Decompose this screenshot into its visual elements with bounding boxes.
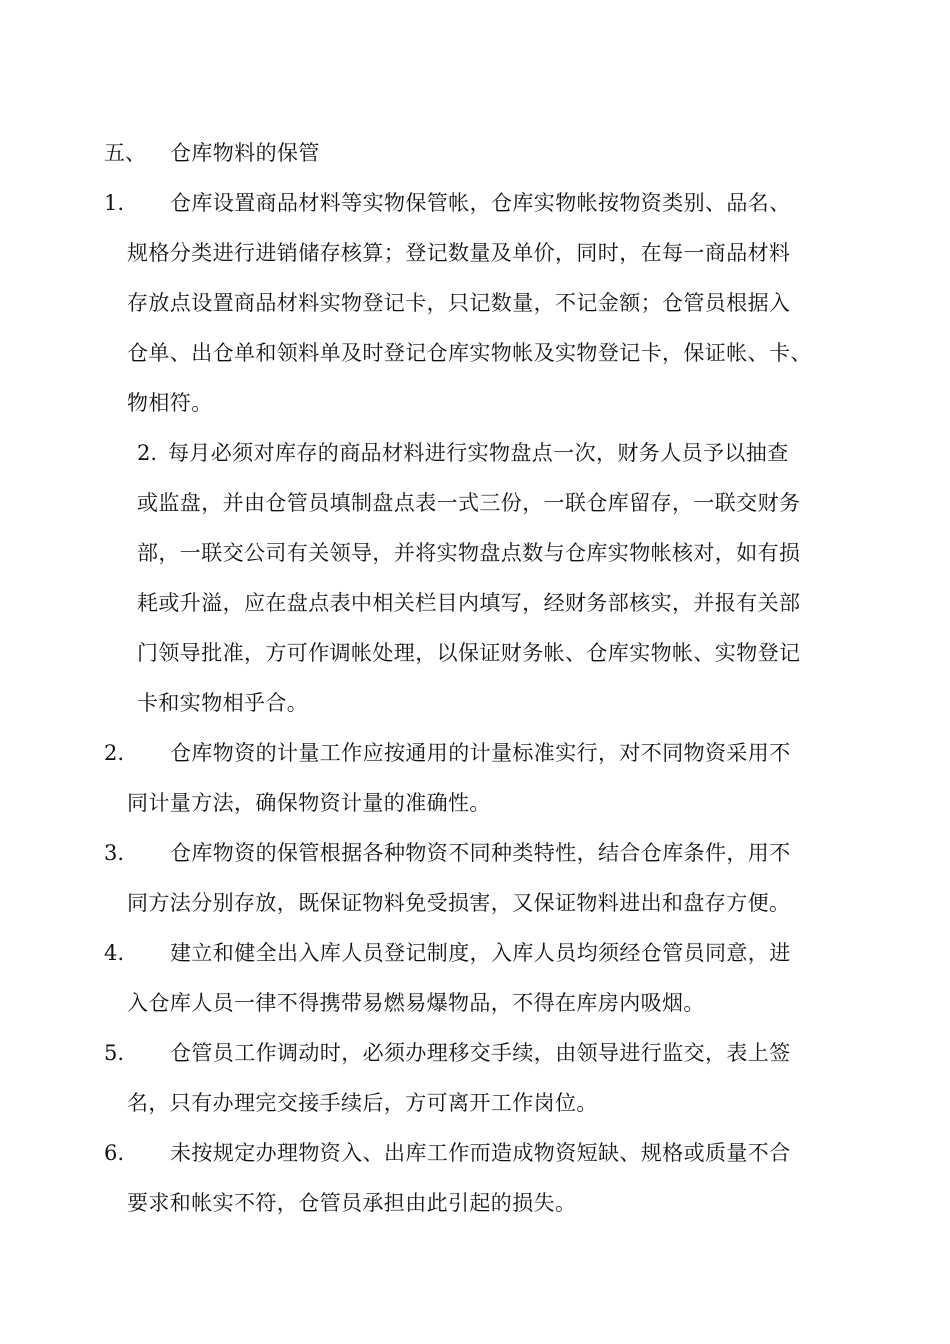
item-number: 2. <box>104 741 125 765</box>
paragraph-line: 名，只有办理完交接手续后，方可离开工作岗位。 <box>127 1091 598 1115</box>
paragraph-line: 部，一联交公司有关领导，并将实物盘点数与仓库实物帐核对，如有损 <box>137 541 801 565</box>
paragraph-line: 仓库物资的保管根据各种物资不同种类特性，结合仓库条件，用不 <box>170 841 791 865</box>
item-number: 3. <box>104 841 125 865</box>
paragraph-line: 未按规定办理物资入、出库工作而造成物资短缺、规格或质量不合 <box>170 1141 791 1165</box>
paragraph-line: 物相符。 <box>127 391 213 415</box>
item-number: 6. <box>104 1141 125 1165</box>
paragraph-line: 仓库物资的计量工作应按通用的计量标准实行，对不同物资采用不 <box>170 741 791 765</box>
paragraph-line: 同计量方法，确保物资计量的准确性。 <box>127 791 491 815</box>
paragraph-line: 或监盘，并由仓管员填制盘点表一式三份，一联仓库留存，一联交财务 <box>137 491 801 515</box>
paragraph-line: 仓库设置商品材料等实物保管帐，仓库实物帐按物资类别、品名、 <box>170 191 791 215</box>
paragraph-line: 同方法分别存放，既保证物料免受损害，又保证物料进出和盘存方便。 <box>127 891 791 915</box>
paragraph-line: 仓单、出仓单和领料单及时登记仓库实物帐及实物登记卡，保证帐、卡、 <box>127 341 812 365</box>
paragraph-line: 门领导批准，方可作调帐处理，以保证财务帐、仓库实物帐、实物登记 <box>137 641 801 665</box>
paragraph-line: 建立和健全出入库人员登记制度，入库人员均须经仓管员同意，进 <box>170 941 791 965</box>
paragraph-line: 仓管员工作调动时，必须办理移交手续，由领导进行监交，表上签 <box>170 1041 791 1065</box>
item-number: 4. <box>104 941 125 965</box>
section-number: 五、 <box>104 141 146 165</box>
section-title: 仓库物料的保管 <box>170 141 320 165</box>
paragraph-line: 要求和帐实不符，仓管员承担由此引起的损失。 <box>127 1191 577 1215</box>
paragraph-line: 规格分类进行进销储存核算；登记数量及单价，同时，在每一商品材料 <box>127 241 791 265</box>
paragraph-line: 耗或升溢，应在盘点表中相关栏目内填写，经财务部核实，并报有关部 <box>137 591 801 615</box>
paragraph-line: 入仓库人员一律不得携带易燃易爆物品，不得在库房内吸烟。 <box>127 991 705 1015</box>
paragraph-line: 每月必须对库存的商品材料进行实物盘点一次，财务人员予以抽查 <box>168 441 789 465</box>
item-number: 5. <box>104 1041 125 1065</box>
paragraph-line: 存放点设置商品材料实物登记卡，只记数量，不记金额；仓管员根据入 <box>127 291 791 315</box>
item-number: 1. <box>104 191 125 215</box>
paragraph-line: 卡和实物相乎合。 <box>137 691 309 715</box>
item-number: 2. <box>137 441 158 465</box>
